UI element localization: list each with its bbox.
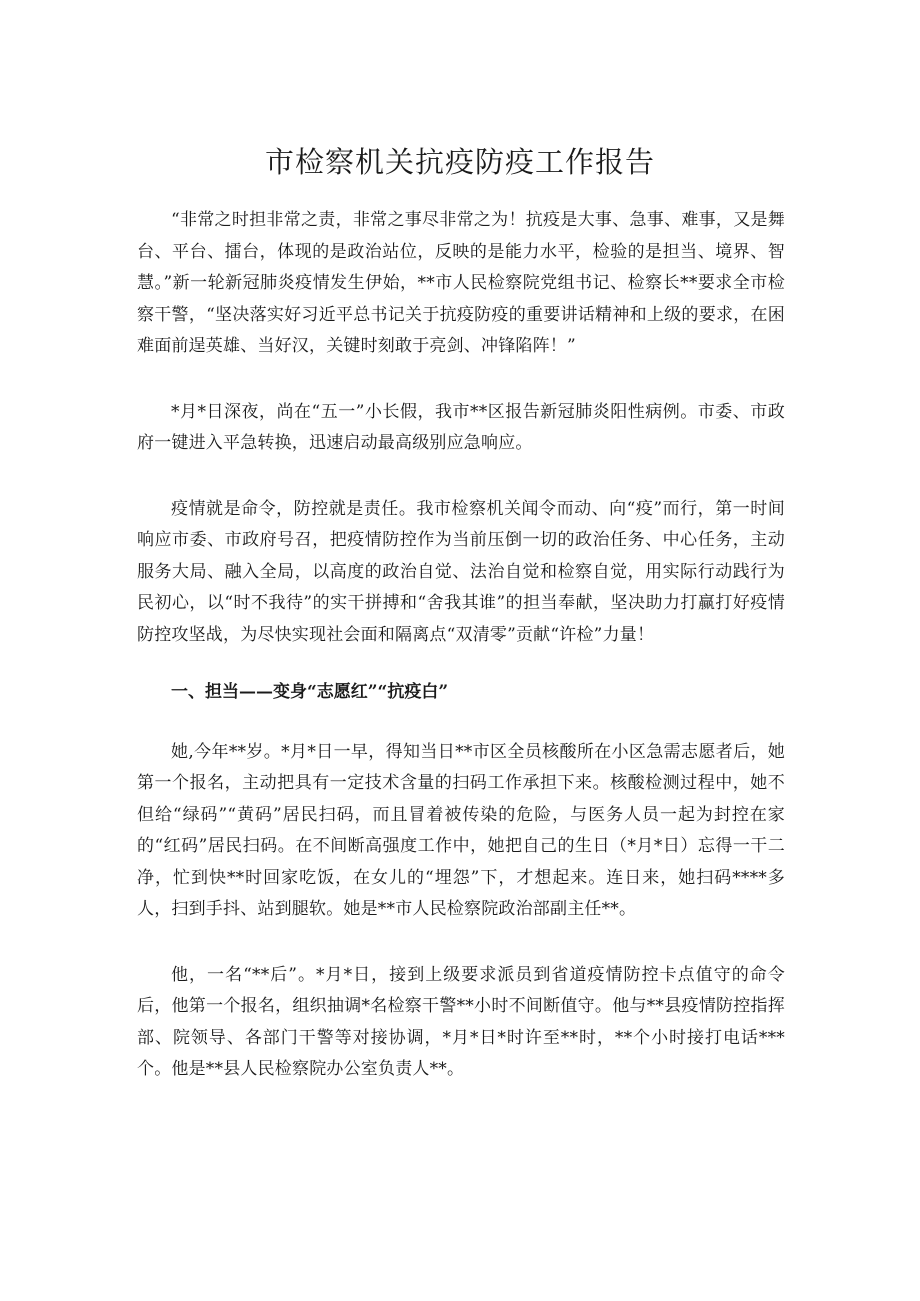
paragraph-outbreak-report: *月*日深夜，尚在“五一”小长假，我市**区报告新冠肺炎阳性病例。市委、市政府一键进入平急转换，迅速启动最高级别应急响应。 — [137, 401, 785, 453]
document-body — [137, 205, 785, 1086]
section-heading: 一、担当——变身“志愿红”“抗疫白” — [171, 682, 449, 702]
paragraph-volunteer-she: 她,今年**岁。*月*日一早，得知当日**市区全员核酸所在小区急需志愿者后，她第一个报名，主动把具有一定技术含量的扫码工作承担下来。核酸检测过程中，她不但给“绿码”“黄码”居民扫码，而且冒着被传染的危险，与医务人员一起为封控在家的“红码”居民扫码。在不间断高强度工作中，她把自己的生日（*月*日）忘得一干二净，忙到快**时回家吃饭，在女儿的“埋怨”下，才想起来。连日来，她扫码****多人，扫到手抖、站到腿软。她是**市人民检察院政治部副主任**。 — [137, 741, 785, 919]
paragraph-intro-quote: “非常之时担非常之责，非常之事尽非常之为！抗疫是大事、急事、难事，又是舞台、平台、擂台，体现的是政治站位，反映的是能力水平，检验的是担当、境界、智慧。”新一轮新冠肺炎疫情发生伊始，**市人民检察院党组书记、检察长**要求全市检察干警，“坚决落实好习近平总书记关于抗疫防疫的重要讲话精神和上级的要求，在困难面前逞英雄、当好汉，关键时刻敢于亮剑、冲锋陷阵！” — [137, 210, 785, 356]
paragraph-response: 疫情就是命令，防控就是责任。我市检察机关闻令而动、向“疫”而行，第一时间响应市委、市政府号召，把疫情防控作为当前压倒一切的政治任务、中心任务，主动服务大局、融入全局，以高度的政治自觉、法治自觉和检察自觉，用实际行动践行为民初心，以“时不我待”的实干拼搏和“舍我其谁”的担当奉献，坚决助力打赢打好疫情防控攻坚战，为尽快实现社会面和隔离点“双清零”贡献“许检”力量！ — [137, 498, 785, 645]
document-title: 市检察机关抗疫防疫工作报告 — [264, 145, 655, 179]
paragraph-volunteer-he: 他，一名“**后”。*月*日，接到上级要求派员到省道疫情防控卡点值守的命令后，他第一个报名，组织抽调*名检察干警**小时不间断值守。他与**县疫情防控指挥部、院领导、各部门干警等对接协调，*月*日*时许至**时，**个小时接打电话***个。他是**县人民检察院办公室负责人**。 — [137, 964, 785, 1079]
